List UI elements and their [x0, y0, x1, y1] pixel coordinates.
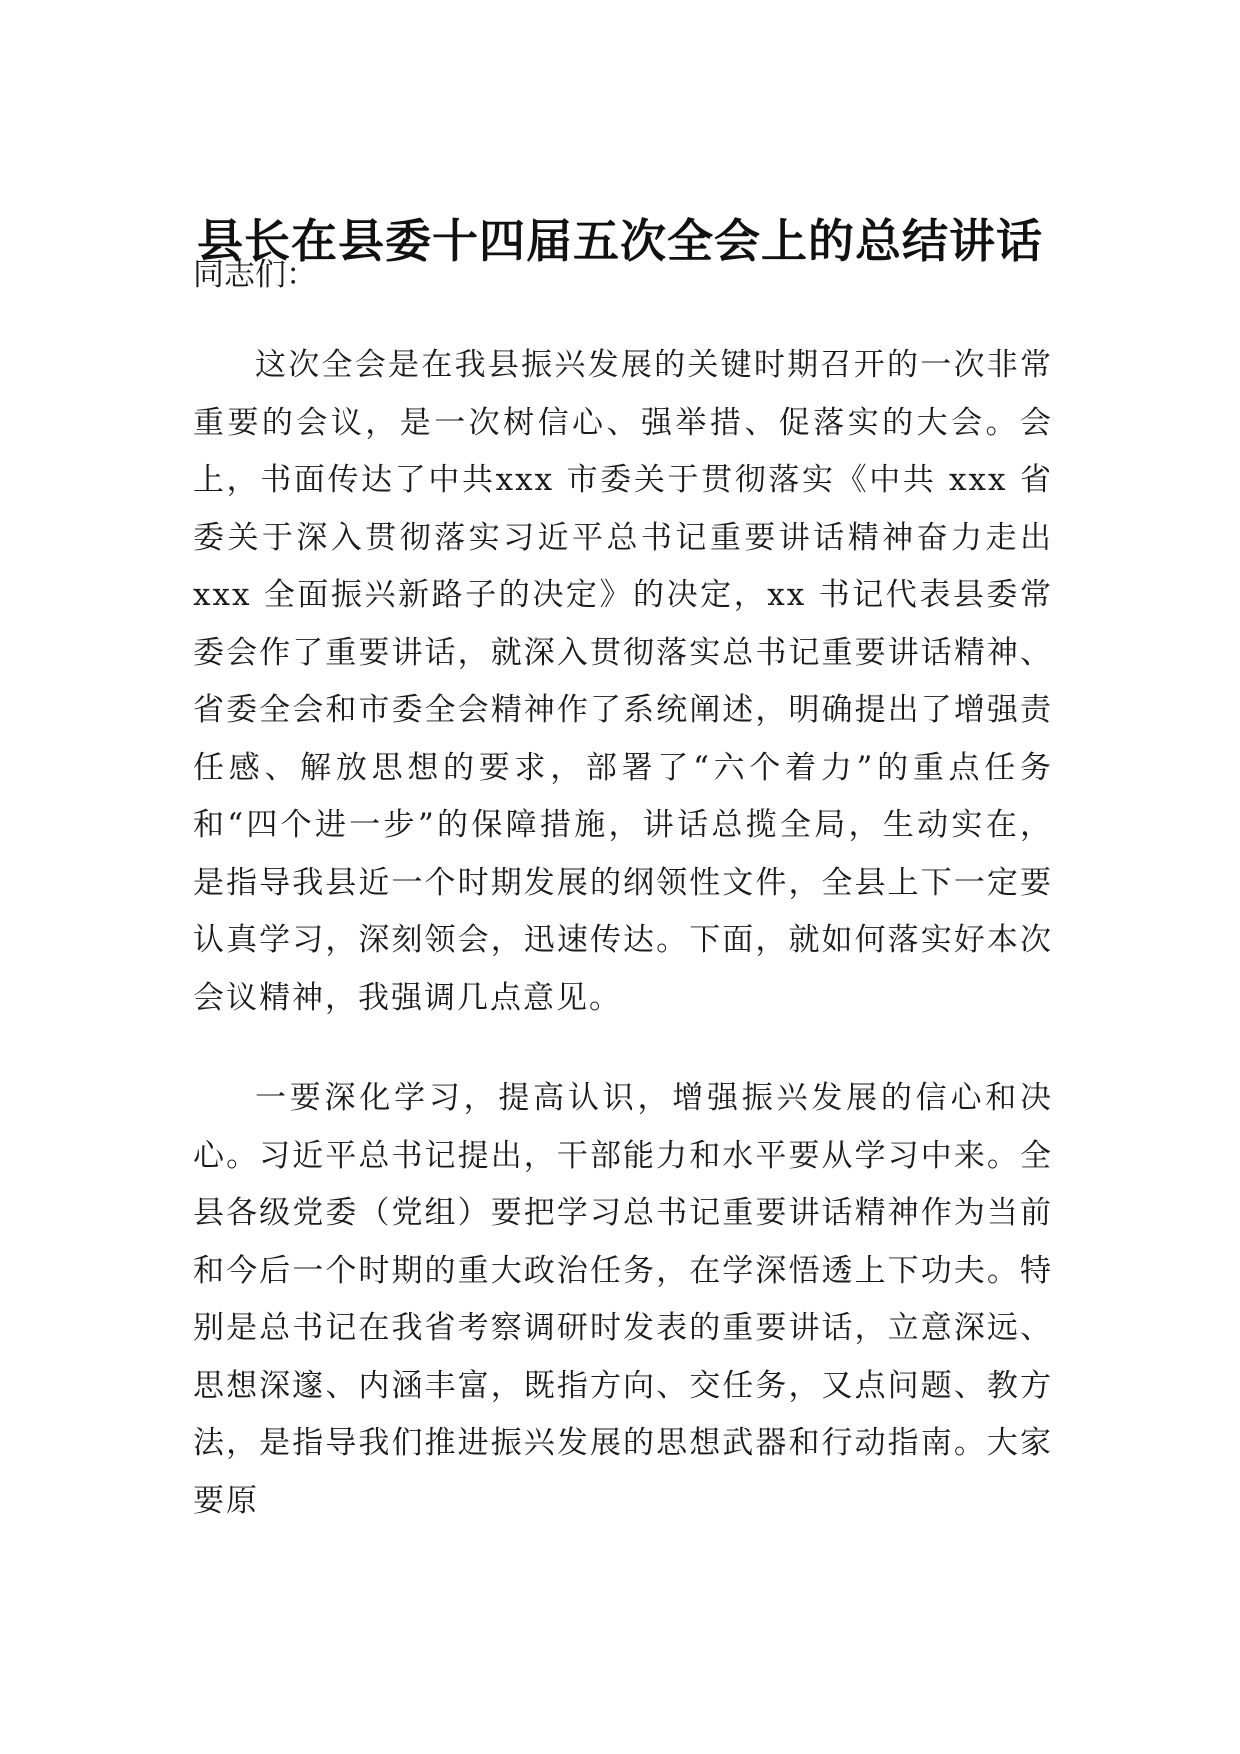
body-paragraph-2: 一要深化学习，提高认识，增强振兴发展的信心和决心。习近平总书记提出，干部能力和水平要从学习中来。全县各级党委（党组）要把学习总书记重要讲话精神作为当前和今后一个时期的重大政治任务，在学深悟透上下功夫。特别是总书记在我省考察调研时发表的重要讲话，立意深远、思想深邃、内涵丰富，既指方向、交任务，又点问题、教方法，是指导我们推进振兴发展的思想武器和行动指南。大家要原: [193, 1080, 1053, 1519]
body-paragraph-1: 这次全会是在我县振兴发展的关键时期召开的一次非常重要的会议，是一次树信心、强举措、促落实的大会。会上，书面传达了中共xxx 市委关于贯彻落实《中共 xxx 省委关于深入贯彻落实习近平总书记重要讲话精神奋力走出 xxx 全面振兴新路子的决定》的决定，xx 书记代表县委常委会作了重要讲话，就深入贯彻落实总书记重要讲话精神、省委全会和市委全会精神作了系统阐述，明确提出了增强责任感、解放思想的要求，部署了“六个着力”的重点任务和“四个进一步”的保障措施，讲话总揽全局，生动实在，是指导我县近一个时期发展的纲领性文件，全县上下一定要认真学习，深刻领会，迅速传达。下面，就如何落实好本次会议精神，我强调几点意见。: [193, 347, 1053, 1016]
salutation: 同志们：: [193, 257, 317, 293]
document-title: 县长在县委十四届五次全会上的总结讲话: [197, 213, 1043, 268]
